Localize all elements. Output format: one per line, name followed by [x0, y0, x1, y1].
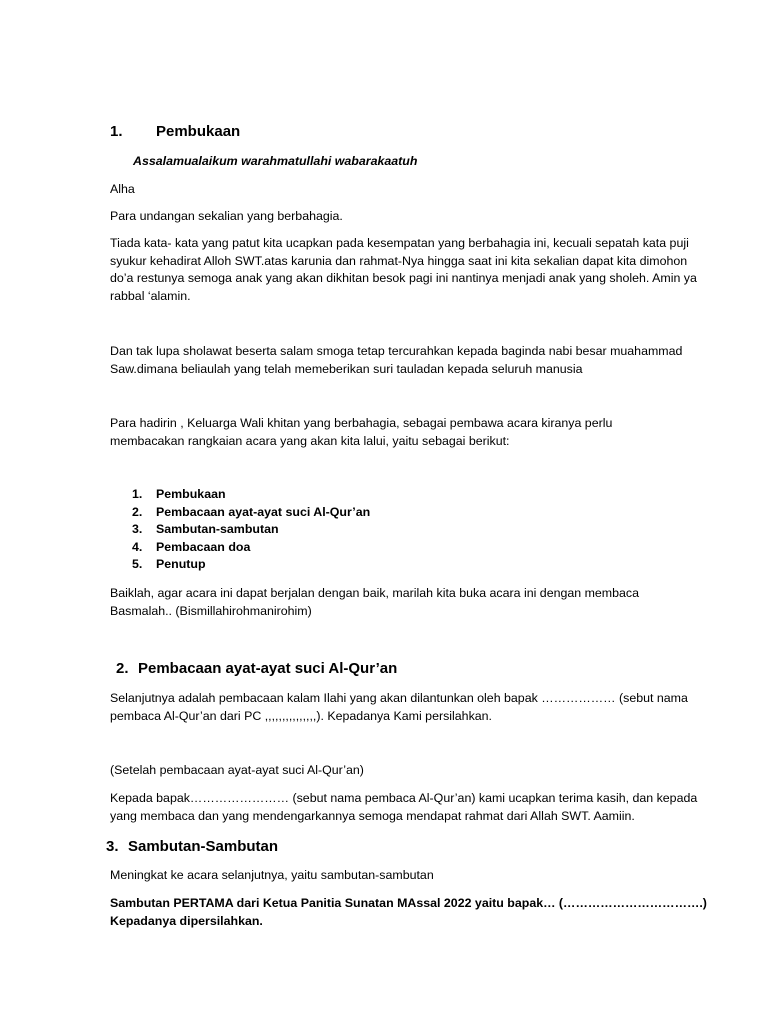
list-item: 1. Pembukaan: [132, 487, 226, 501]
paragraph: (Setelah pembacaan ayat-ayat suci Al-Qur’an): [110, 763, 364, 777]
section-1-title: Pembukaan: [156, 123, 241, 140]
section-3-heading: [106, 838, 278, 856]
section-2-heading: [116, 660, 397, 678]
greeting: Assalamualaikum warahmatullahi wabarakaatuh: [133, 154, 418, 168]
section-1-heading: [110, 123, 240, 141]
paragraph: Kepada bapak…………………… (sebut nama pembaca Al-Qur’an) kami ucapkan terima kasih, dan kepada yang membaca dan yang mendengarkannya semoga mendapat rahmat dari Allah SWT. Aamiin.: [110, 791, 698, 823]
agenda-list: [110, 486, 370, 574]
paragraph: Para hadirin , Keluarga Wali khitan yang berbahagia, sebagai pembawa acara kiranya perlu membacakan rangkaian acara yang akan kita lalui, yaitu sebagai berikut:: [110, 416, 613, 448]
section-2-title: Pembacaan ayat-ayat suci Al-Qur’an: [138, 660, 398, 677]
section-2-number: 2.: [116, 660, 129, 677]
list-item: 2. Pembacaan ayat-ayat suci Al-Qur’an: [132, 504, 371, 519]
list-item: 5. Penutup: [132, 557, 206, 572]
section-1-number: 1.: [110, 123, 123, 140]
section-3-number: 3.: [106, 838, 119, 855]
paragraph: Alha: [110, 182, 135, 196]
paragraph: Para undangan sekalian yang berbahagia.: [110, 209, 343, 223]
paragraph: Dan tak lupa sholawat beserta salam smoga tetap tercurahkan kepada baginda nabi besar muahammad Saw.dimana beliaulah yang telah memeberikan suri tauladan kepada seluruh manusia: [110, 344, 683, 376]
paragraph: Meningkat ke acara selanjutnya, yaitu sambutan-sambutan: [110, 868, 434, 882]
paragraph: Tiada kata- kata yang patut kita ucapkan pada kesempatan yang berbahagia ini, kecuali sepatah kata puji syukur kehadirat Alloh SWT.atas karunia dan rahmat-Nya hingga saat ini kita sekalian dapat kita dimohon do’a restunya semoga anak yang akan dikhitan besok pagi ini nantinya menjadi anak yang sholeh. Amin ya rabbal ‘alamin.: [110, 236, 697, 303]
paragraph: Selanjutnya adalah pembacaan kalam Ilahi yang akan dilantunkan oleh bapak ……………… (sebut nama pembaca Al-Qur’an dari PC ,,,,,,,,,,,,,,,). Kepadanya Kami persilahkan.: [110, 691, 688, 723]
list-item: 3. Sambutan-sambutan: [132, 522, 279, 537]
section-3-title: Sambutan-Sambutan: [128, 838, 279, 855]
paragraph: Sambutan PERTAMA dari Ketua Panitia Sunatan MAssal 2022 yaitu bapak… (…………………………….) Kepadanya dipersilahkan.: [110, 896, 707, 928]
list-item: 4. Pembacaan doa: [132, 539, 251, 554]
paragraph: Baiklah, agar acara ini dapat berjalan dengan baik, marilah kita buka acara ini dengan membaca Basmalah.. (Bismillahirohmanirohim): [110, 586, 639, 618]
